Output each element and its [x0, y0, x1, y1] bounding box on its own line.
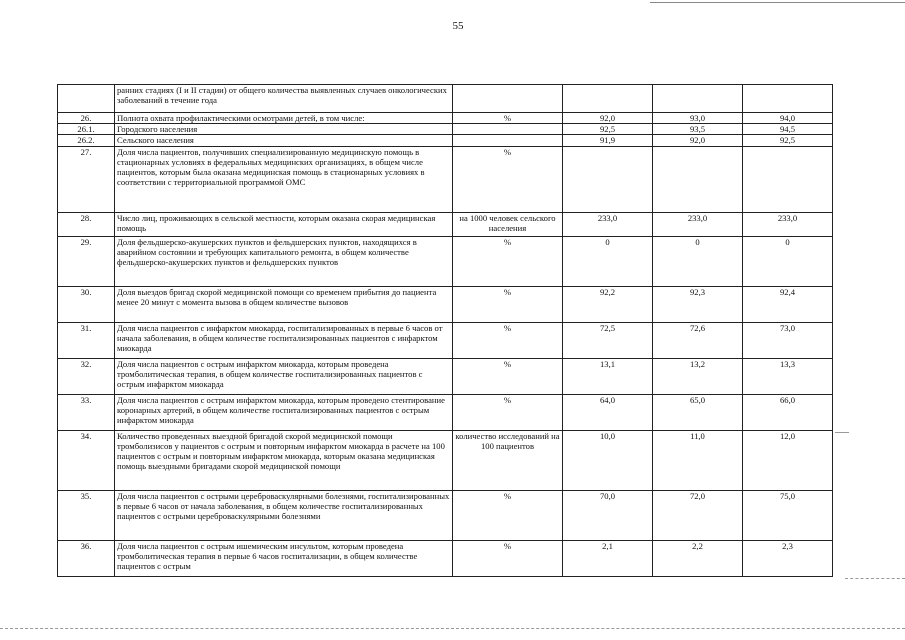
row-number: 27. — [58, 146, 115, 212]
row-value-3: 92,5 — [743, 135, 833, 146]
table-row — [58, 322, 833, 358]
row-number: 34. — [58, 430, 115, 490]
row-value-2: 72,6 — [653, 322, 743, 358]
row-value-2: 72,0 — [653, 490, 743, 540]
row-number: 26.1. — [58, 124, 115, 135]
row-value-3: 94,0 — [743, 113, 833, 124]
row-value-3: 0 — [743, 236, 833, 286]
row-unit: % — [453, 490, 563, 540]
row-indicator: Доля числа пациентов с инфарктом миокарда, госпитализированных в первые 6 часов от начала заболевания, в общем количестве госпитализированных пациентов с инфарктом миокарда — [115, 322, 453, 358]
row-indicator: Число лиц, проживающих в сельской местности, которым оказана скорая медицинская помощь — [115, 212, 453, 236]
indicators-table — [57, 84, 833, 577]
row-indicator: ранних стадиях (I и II стадии) от общего количества выявленных случаев онкологических заболеваний в течение года — [115, 85, 453, 113]
row-value-3: 13,3 — [743, 358, 833, 394]
row-value-3: 12,0 — [743, 430, 833, 490]
row-value-1: 91,9 — [563, 135, 653, 146]
row-value-3: 2,3 — [743, 540, 833, 576]
row-unit: % — [453, 322, 563, 358]
row-unit — [453, 124, 563, 135]
row-number: 33. — [58, 394, 115, 430]
row-value-3: 92,4 — [743, 286, 833, 322]
row-value-1 — [563, 146, 653, 212]
row-value-2: 93,0 — [653, 113, 743, 124]
row-value-2 — [653, 146, 743, 212]
row-value-1: 72,5 — [563, 322, 653, 358]
table-row — [58, 394, 833, 430]
row-unit: % — [453, 394, 563, 430]
row-value-3: 73,0 — [743, 322, 833, 358]
row-value-2: 93,5 — [653, 124, 743, 135]
row-indicator: Доля числа пациентов с острыми цереброваскулярными болезнями, госпитализированных в первые 6 часов от начала заболевания, в общем количестве госпитализированных пациентов с острыми цереброваскулярными болезнями — [115, 490, 453, 540]
row-value-3: 233,0 — [743, 212, 833, 236]
row-number: 30. — [58, 286, 115, 322]
row-value-2: 233,0 — [653, 212, 743, 236]
row-value-2: 65,0 — [653, 394, 743, 430]
row-indicator: Сельского населения — [115, 135, 453, 146]
row-value-1: 2,1 — [563, 540, 653, 576]
row-number: 28. — [58, 212, 115, 236]
row-indicator: Количество проведенных выездной бригадой скорой медицинской помощи тромболизисов у пациентов с острым и повторным инфарктом миокарда в расчете на 100 пациентов с острым и повторным инфарктом миокарда, которым оказана медицинская помощь выездными бригадами скорой медицинской помощи — [115, 430, 453, 490]
table-body — [58, 85, 833, 577]
row-value-1: 0 — [563, 236, 653, 286]
row-value-1 — [563, 85, 653, 113]
row-value-1: 10,0 — [563, 430, 653, 490]
row-value-2: 92,0 — [653, 135, 743, 146]
row-unit: количество исследований на 100 пациентов — [453, 430, 563, 490]
row-value-2: 92,3 — [653, 286, 743, 322]
row-value-3 — [743, 146, 833, 212]
row-value-2: 2,2 — [653, 540, 743, 576]
row-value-3: 66,0 — [743, 394, 833, 430]
table-row — [58, 540, 833, 576]
row-value-2 — [653, 85, 743, 113]
table-row — [58, 113, 833, 124]
table-row — [58, 135, 833, 146]
row-indicator: Доля числа пациентов с острым инфарктом миокарда, которым проведена тромболитическая терапия, в общем количестве госпитализированных пациентов с острым инфарктом миокарда — [115, 358, 453, 394]
row-unit: на 1000 человек сельского населения — [453, 212, 563, 236]
row-value-1: 64,0 — [563, 394, 653, 430]
row-unit: % — [453, 540, 563, 576]
row-number: 29. — [58, 236, 115, 286]
table-row — [58, 430, 833, 490]
row-unit: % — [453, 358, 563, 394]
row-indicator: Городского населения — [115, 124, 453, 135]
row-unit: % — [453, 113, 563, 124]
row-number: 26.2. — [58, 135, 115, 146]
row-indicator: Доля числа пациентов с острым ишемическим инсультом, которым проведена тромболитическая терапия в первые 6 часов госпитализации, в общем количестве пациентов с острым — [115, 540, 453, 576]
row-value-2: 13,2 — [653, 358, 743, 394]
table-row — [58, 124, 833, 135]
row-value-3: 94,5 — [743, 124, 833, 135]
row-indicator: Доля выездов бригад скорой медицинской помощи со временем прибытия до пациента менее 20 минут с момента вызова в общем количестве вызовов — [115, 286, 453, 322]
row-number: 32. — [58, 358, 115, 394]
row-value-1: 92,0 — [563, 113, 653, 124]
row-number: 26. — [58, 113, 115, 124]
table-row — [58, 490, 833, 540]
row-value-2: 11,0 — [653, 430, 743, 490]
table-row — [58, 85, 833, 113]
row-indicator: Доля числа пациентов с острым инфарктом миокарда, которым проведено стентирование коронарных артерий, в общем количестве госпитализированных пациентов с острым инфарктом миокарда — [115, 394, 453, 430]
row-value-1: 70,0 — [563, 490, 653, 540]
row-value-1: 233,0 — [563, 212, 653, 236]
row-value-3: 75,0 — [743, 490, 833, 540]
table-row — [58, 212, 833, 236]
row-value-1: 92,2 — [563, 286, 653, 322]
margin-mark — [845, 578, 905, 579]
top-edge-line — [650, 2, 905, 3]
page-number: 55 — [452, 20, 464, 32]
row-unit — [453, 85, 563, 113]
row-indicator: Полнота охвата профилактическими осмотрами детей, в том числе: — [115, 113, 453, 124]
row-number — [58, 85, 115, 113]
margin-mark — [835, 432, 849, 433]
row-number: 35. — [58, 490, 115, 540]
row-value-3 — [743, 85, 833, 113]
table-row — [58, 236, 833, 286]
row-number: 31. — [58, 322, 115, 358]
row-indicator: Доля фельдшерско-акушерских пунктов и фельдшерских пунктов, находящихся в аварийном состоянии и требующих капитального ремонта, в общем количестве фельдшерско-акушерских пунктов и фельдшерских пунктов — [115, 236, 453, 286]
row-value-1: 92,5 — [563, 124, 653, 135]
row-indicator: Доля числа пациентов, получивших специализированную медицинскую помощь в стационарных условиях в федеральных медицинских организациях, в общем числе пациентов, которым была оказана медицинская помощь в стационарных условиях в соответствии с территориальной программой ОМС — [115, 146, 453, 212]
row-unit: % — [453, 286, 563, 322]
table-row — [58, 358, 833, 394]
row-number: 36. — [58, 540, 115, 576]
table-row — [58, 286, 833, 322]
row-value-2: 0 — [653, 236, 743, 286]
bottom-edge-line — [0, 628, 905, 629]
row-unit: % — [453, 146, 563, 212]
row-value-1: 13,1 — [563, 358, 653, 394]
table-row — [58, 146, 833, 212]
row-unit: % — [453, 236, 563, 286]
row-unit — [453, 135, 563, 146]
